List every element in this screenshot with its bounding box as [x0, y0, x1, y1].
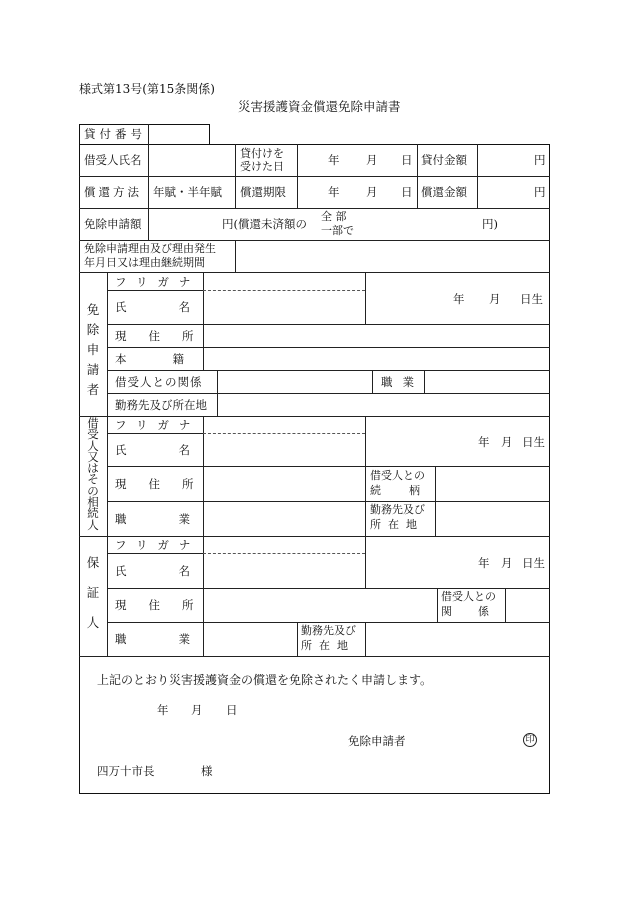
addressee-honorific: 様: [201, 764, 213, 778]
guarantor-relation-label-1: 借受人との: [441, 590, 496, 603]
heir-section-label: 借 受 人 又 は そ の 相 続 人: [87, 416, 99, 532]
applicant-occupation-label: 職業: [381, 375, 424, 389]
deadline-year[interactable]: 年: [328, 185, 340, 199]
exemption-amount-label: 免除申請額: [84, 217, 142, 231]
loan-amount-yen[interactable]: 円: [534, 153, 546, 167]
form-number: 様式第13号(第15条関係): [79, 82, 215, 96]
applicant-birth-month[interactable]: 月: [489, 292, 501, 306]
declaration-month[interactable]: 月: [191, 703, 203, 717]
deadline-day[interactable]: 日: [401, 185, 413, 199]
addressee: 四万十市長: [97, 764, 155, 778]
applicant-signature-label: 免除申請者: [348, 734, 406, 748]
applicant-workplace-label: 勤務先及び所在地: [115, 398, 207, 412]
applicant-birth-year[interactable]: 年: [453, 292, 465, 306]
option-all[interactable]: 全 部: [321, 210, 347, 223]
loan-date-month[interactable]: 月: [366, 153, 378, 167]
guarantor-birth-month[interactable]: 月: [501, 556, 513, 570]
heir-birth-year[interactable]: 年: [478, 435, 490, 449]
heir-birth-day[interactable]: 日生: [522, 435, 545, 449]
applicant-address-label: 現住所: [115, 329, 216, 343]
guarantor-birth-year[interactable]: 年: [478, 556, 490, 570]
heir-furigana-label: フリガナ: [115, 418, 201, 432]
heir-relation-label-1: 借受人との: [370, 469, 425, 482]
reason-label-1: 免除申請理由及び理由発生: [84, 242, 216, 255]
heir-occupation-label: 職業: [115, 512, 242, 526]
guarantor-name-label: 氏名: [115, 564, 242, 578]
heir-relation-label-2: 続柄: [370, 484, 448, 497]
reason-field[interactable]: [238, 244, 546, 268]
repayment-method-label: 償還方法: [84, 185, 142, 199]
exemption-yen-close: 円): [482, 217, 498, 231]
guarantor-address-label: 現住所: [115, 598, 216, 612]
guarantor-relation-label-2: 関係: [441, 605, 515, 618]
guarantor-birth-day[interactable]: 日生: [522, 556, 545, 570]
applicant-furigana-label: フリガナ: [115, 275, 201, 289]
loan-date-label-1: 貸付けを: [240, 147, 284, 160]
applicant-relation-label: 借受人との関係: [115, 375, 203, 389]
option-part[interactable]: 一部で: [321, 224, 354, 237]
guarantor-section-label: 保 証 人: [86, 555, 100, 630]
loan-date-year[interactable]: 年: [328, 153, 340, 167]
repayment-method-value[interactable]: 年賦・半年賦: [153, 185, 222, 199]
loan-number-field[interactable]: [151, 126, 207, 142]
loan-date-label-2: 受けた日: [240, 160, 284, 173]
heir-workplace-label-1: 勤務先及び: [370, 503, 425, 516]
loan-number-label: 貸付番号: [84, 127, 146, 141]
reason-label-2: 年月日又は理由継続期間: [84, 256, 205, 269]
form-title: 災害援護資金償還免除申請書: [238, 99, 401, 114]
guarantor-workplace-label-1: 勤務先及び: [301, 624, 356, 637]
applicant-name-label: 氏名: [115, 300, 242, 314]
guarantor-workplace-label-2: 所在地: [301, 639, 355, 652]
declaration-text: 上記のとおり災害援護資金の償還を免除されたく申請します。: [97, 673, 433, 687]
declaration-year[interactable]: 年: [157, 703, 169, 717]
applicant-domicile-label: 本籍: [115, 352, 230, 366]
guarantor-occupation-label: 職業: [115, 632, 242, 646]
repayment-amount-label: 償還金額: [421, 185, 467, 199]
heir-address-label: 現住所: [115, 477, 216, 491]
loan-date-day[interactable]: 日: [401, 153, 413, 167]
heir-birth-month[interactable]: 月: [501, 435, 513, 449]
heir-name-label: 氏名: [115, 443, 242, 457]
guarantor-furigana-label: フリガナ: [115, 538, 201, 552]
loan-amount-label: 貸付金額: [421, 153, 467, 167]
seal-mark: 印: [523, 733, 537, 747]
applicant-section-label: 免 除 申 請 者: [86, 302, 100, 397]
deadline-month[interactable]: 月: [366, 185, 378, 199]
declaration-day[interactable]: 日: [226, 703, 238, 717]
heir-workplace-label-2: 所在地: [370, 518, 424, 531]
applicant-birth-day[interactable]: 日生: [520, 292, 543, 306]
repayment-deadline-label: 償還期限: [240, 185, 286, 199]
unpaid-note: 円(償還未済額の: [222, 217, 307, 231]
borrower-name-field[interactable]: [151, 148, 231, 172]
repayment-amount-yen[interactable]: 円: [534, 185, 546, 199]
borrower-name-label: 借受人氏名: [84, 153, 142, 167]
